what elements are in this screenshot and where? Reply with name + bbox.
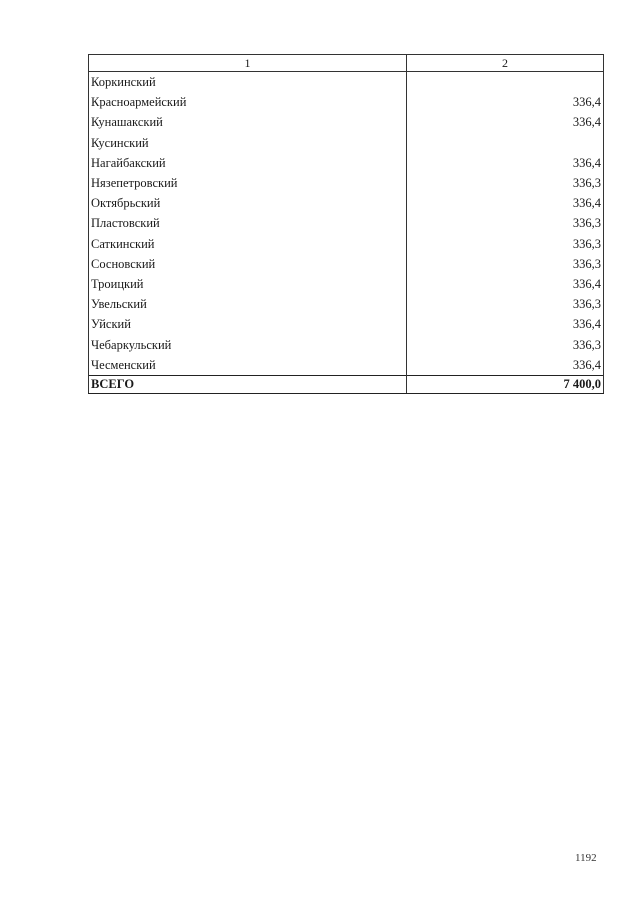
district-value: 336,4 [407, 193, 604, 213]
district-name: Нязепетровский [89, 173, 407, 193]
column-header-2: 2 [407, 55, 604, 72]
district-value: 336,4 [407, 274, 604, 294]
district-value: 336,3 [407, 254, 604, 274]
table-row [89, 274, 604, 294]
district-name: Чебаркульский [89, 334, 407, 354]
table-row [89, 193, 604, 213]
table-row [89, 133, 604, 153]
district-value: 336,3 [407, 173, 604, 193]
column-header-1: 1 [89, 55, 407, 72]
district-name: Сосновский [89, 254, 407, 274]
page-number: 1192 [575, 852, 597, 864]
district-name: Нагайбакский [89, 153, 407, 173]
total-value: 7 400,0 [407, 375, 604, 393]
district-name: Саткинский [89, 234, 407, 254]
table-row [89, 234, 604, 254]
district-value [407, 72, 604, 93]
district-value: 336,4 [407, 112, 604, 132]
district-value: 336,4 [407, 92, 604, 112]
table-row [89, 72, 604, 93]
table-row [89, 173, 604, 193]
district-value [407, 133, 604, 153]
district-name: Коркинский [89, 72, 407, 93]
district-value: 336,4 [407, 355, 604, 376]
table-row [89, 213, 604, 233]
table-row [89, 355, 604, 376]
table-row [89, 254, 604, 274]
total-row [89, 375, 604, 393]
district-name: Октябрьский [89, 193, 407, 213]
district-name: Чесменский [89, 355, 407, 376]
table-row [89, 334, 604, 354]
allocation-table [88, 54, 604, 394]
total-label: ВСЕГО [89, 375, 407, 393]
district-value: 336,4 [407, 314, 604, 334]
district-value: 336,3 [407, 294, 604, 314]
district-value: 336,4 [407, 153, 604, 173]
district-name: Кунашакский [89, 112, 407, 132]
district-value: 336,3 [407, 234, 604, 254]
table-row [89, 153, 604, 173]
table-row [89, 112, 604, 132]
district-name: Увельский [89, 294, 407, 314]
district-value: 336,3 [407, 213, 604, 233]
district-value: 336,3 [407, 334, 604, 354]
table-header-row [89, 55, 604, 72]
district-name: Красноармейский [89, 92, 407, 112]
table-row [89, 314, 604, 334]
district-name: Пластовский [89, 213, 407, 233]
district-name: Троицкий [89, 274, 407, 294]
table-row [89, 92, 604, 112]
table-row [89, 294, 604, 314]
district-name: Кусинский [89, 133, 407, 153]
district-name: Уйский [89, 314, 407, 334]
